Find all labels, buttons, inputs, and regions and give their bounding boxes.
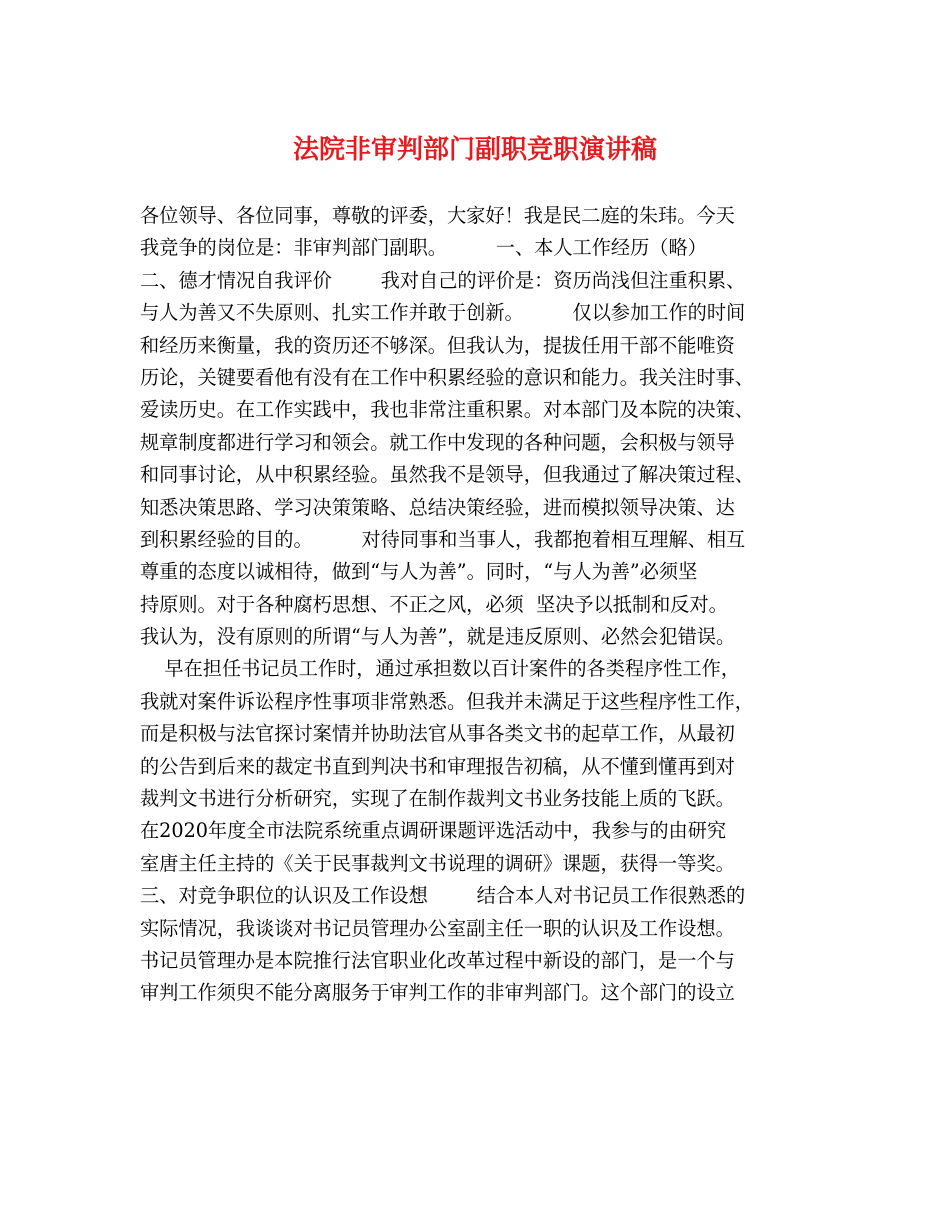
body-line: 和经历来衡量，我的资历还不够深。但我认为，提拔任用干部不能唯资 — [140, 333, 735, 357]
document-title: 法院非审判部门副职竞职演讲稿 — [292, 135, 657, 165]
document-body — [140, 200, 830, 1010]
body-line: 与人为善又不失原则、扎实工作并敢于创新。 仅以参加工作的时间 — [140, 301, 746, 325]
body-line: 室唐主任主持的《关于民事裁判文书说理的调研》课题，获得一等奖。 — [140, 851, 735, 875]
body-line: 我认为，没有原则的所谓“与人为善”，就是违反原则、必然会犯错误。 — [140, 625, 736, 649]
body-line: 三、对竞争职位的认识及工作设想 结合本人对书记员工作很熟悉的 — [140, 884, 746, 908]
body-line: 二、德才情况自我评价 我对自己的评价是：资历尚浅但注重积累、 — [140, 268, 746, 292]
body-line: 各位领导、各位同事，尊敬的评委，大家好！我是民二庭的朱玮。今天 — [140, 204, 735, 227]
body-line: 在2020年度全市法院系统重点调研课题评选活动中，我参与的由研究 — [140, 819, 727, 843]
body-line: 爱读历史。在工作实践中，我也非常注重积累。对本部门及本院的决策、 — [140, 398, 754, 422]
body-line: 到积累经验的目的。 对待同事和当事人，我都抱着相互理解、相互 — [140, 527, 746, 551]
body-line: 而是积极与法官探讨案情并协助法官从事各类文书的起草工作，从最初 — [140, 722, 735, 746]
body-line: 书记员管理办是本院推行法官职业化改革过程中新设的部门，是一个与 — [140, 948, 735, 972]
body-line: 尊重的态度以诚相待，做到“与人为善”。同时，“与人为善”必须坚 — [140, 560, 698, 584]
body-line: 早在担任书记员工作时，通过承担数以百计案件的各类程序性工作， — [140, 657, 741, 681]
body-line: 历论，关键要看他有没有在工作中积累经验的意识和能力。我关注时事、 — [140, 365, 754, 389]
body-line: 和同事讨论，从中积累经验。虽然我不是领导，但我通过了解决策过程、 — [140, 463, 754, 487]
body-line: 持原则。对于各种腐朽思想、不正之风，必须 坚决予以抵制和反对。 — [140, 592, 728, 616]
body-line: 审判工作须臾不能分离服务于审判工作的非审判部门。这个部门的设立 — [140, 981, 735, 1005]
body-line: 我就对案件诉讼程序性事项非常熟悉。但我并未满足于这些程序性工作， — [140, 689, 754, 713]
body-line: 裁判文书进行分析研究，实现了在制作裁判文书业务技能上质的飞跃。 — [140, 787, 735, 811]
body-line: 实际情况，我谈谈对书记员管理办公室副主任一职的认识及工作设想。 — [140, 916, 735, 940]
body-line: 我竞争的岗位是：非审判部门副职。 一、本人工作经历（略） — [140, 236, 707, 260]
body-line: 规章制度都进行学习和领会。就工作中发现的各种问题，会积极与领导 — [140, 430, 735, 454]
body-line: 知悉决策思路、学习决策策略、总结决策经验，进而模拟领导决策、达 — [140, 495, 735, 519]
body-line: 的公告到后来的裁定书直到判决书和审理报告初稿，从不懂到懂再到对 — [140, 754, 735, 778]
